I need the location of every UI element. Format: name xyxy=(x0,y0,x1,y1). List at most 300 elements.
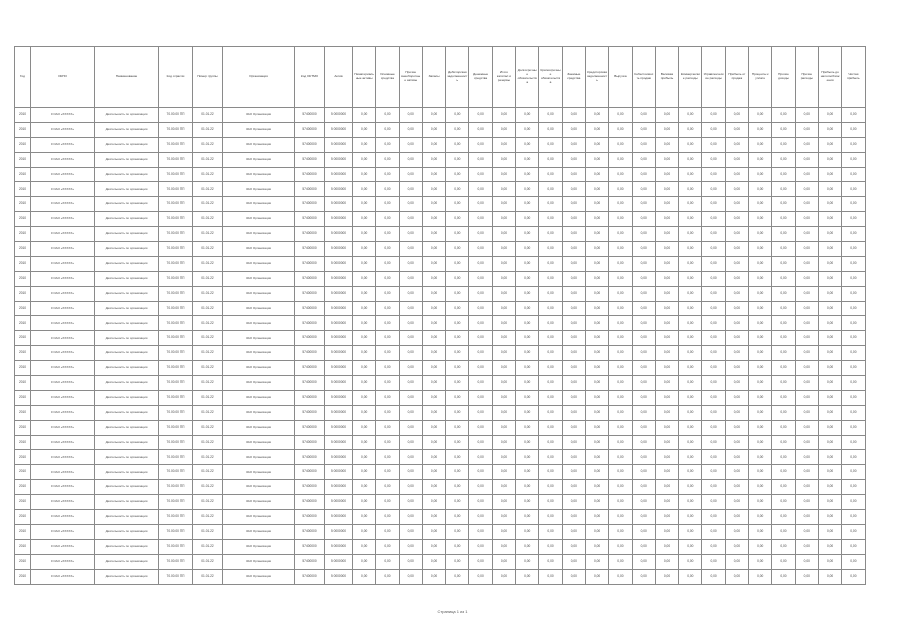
table-cell: 0,00 xyxy=(446,450,469,465)
table-cell: 70.00.00 ПП xyxy=(159,286,193,301)
table-cell: 0,00 xyxy=(772,435,795,450)
table-cell: 0,00 xyxy=(422,510,445,525)
table-cell: 0,00 xyxy=(772,152,795,167)
table-cell: 0,00 xyxy=(446,539,469,554)
table-cell: 0,00 xyxy=(818,182,841,197)
table-cell: 0,00 xyxy=(679,227,702,242)
column-header: Управленческие расходы xyxy=(702,47,725,108)
table-cell: 0,00 xyxy=(679,524,702,539)
table-cell: 01.01.22 xyxy=(193,569,223,584)
table-cell: 0,00 xyxy=(702,271,725,286)
table-cell: 0,00 xyxy=(353,450,376,465)
table-cell: 0,00 xyxy=(655,524,678,539)
table-cell: 0 ОАО «ХХХХХ» xyxy=(31,524,95,539)
table-cell: 0,00 xyxy=(842,122,865,137)
table-cell: 0,00 xyxy=(516,435,539,450)
table-cell: 57400000 xyxy=(295,152,325,167)
table-cell: 0,00 xyxy=(492,450,515,465)
table-cell: 0,00 xyxy=(795,450,818,465)
table-cell: 0,00 xyxy=(772,405,795,420)
table-cell: 0,00 xyxy=(422,167,445,182)
table-cell: 0,00 xyxy=(492,480,515,495)
column-header: Чистая прибыль xyxy=(842,47,865,108)
table-cell: 0,00 xyxy=(376,405,399,420)
table-cell: 0,00 xyxy=(469,331,492,346)
table-cell: Деятельность по организации xyxy=(95,316,159,331)
table-cell: 0,00 xyxy=(609,167,632,182)
table-cell: 70.00.00 ПП xyxy=(159,152,193,167)
table-cell: 0,00 xyxy=(725,256,748,271)
table-cell: 0,00 xyxy=(492,108,515,123)
table-cell: 0,00 xyxy=(702,569,725,584)
table-cell: 0,00 xyxy=(818,524,841,539)
table-cell: 0,00 xyxy=(492,465,515,480)
table-cell: 0,00 xyxy=(585,108,608,123)
table-cell: 0,00 xyxy=(562,450,585,465)
table-cell: 0,00 xyxy=(609,137,632,152)
table-cell: 0,00 xyxy=(818,256,841,271)
table-cell: 0,00 xyxy=(749,554,772,569)
table-cell: 0,00 xyxy=(795,167,818,182)
table-cell: 0,00 xyxy=(609,510,632,525)
table-cell: 0,00 xyxy=(539,524,562,539)
table-cell: 0,00 xyxy=(562,569,585,584)
table-cell: 0,00 xyxy=(399,301,422,316)
table-cell: 0,00 xyxy=(609,122,632,137)
table-row xyxy=(15,271,889,286)
table-cell: 0,00 xyxy=(376,495,399,510)
table-cell: 5 0000000 xyxy=(325,539,353,554)
table-cell: 0,00 xyxy=(772,271,795,286)
table-cell: 0 ОАО «ХХХХХ» xyxy=(31,122,95,137)
table-cell: 0,00 xyxy=(679,390,702,405)
table-row xyxy=(15,569,889,584)
table-cell: 0,00 xyxy=(516,316,539,331)
table-cell: 57400000 xyxy=(295,346,325,361)
table-cell: 0,00 xyxy=(725,495,748,510)
table-cell: 57400000 xyxy=(295,316,325,331)
table-cell: 0,00 xyxy=(842,182,865,197)
table-cell: Деятельность по организации xyxy=(95,420,159,435)
table-cell: 0,00 xyxy=(679,554,702,569)
table-cell: 0,00 xyxy=(376,539,399,554)
table-cell: 0,00 xyxy=(655,197,678,212)
table-cell: 5 0000000 xyxy=(325,286,353,301)
table-cell: 0,00 xyxy=(516,465,539,480)
table-cell: 0,00 xyxy=(632,182,655,197)
table-cell: 0,00 xyxy=(679,167,702,182)
table-cell: 0,00 xyxy=(492,227,515,242)
table-cell: 0,00 xyxy=(842,242,865,257)
table-cell: 0,00 xyxy=(795,271,818,286)
table-cell: 0,00 xyxy=(842,361,865,376)
table-cell: 0,00 xyxy=(399,286,422,301)
table-cell: 0,00 xyxy=(655,227,678,242)
table-cell: 01.01.22 xyxy=(193,286,223,301)
column-header: Себестоимость продаж xyxy=(632,47,655,108)
table-cell: 0,00 xyxy=(772,108,795,123)
table-cell: 0,00 xyxy=(772,227,795,242)
table-cell: 0,00 xyxy=(376,554,399,569)
table-cell: 0,00 xyxy=(818,108,841,123)
table-cell: 0,00 xyxy=(795,212,818,227)
table-cell: 0,00 xyxy=(655,480,678,495)
table-cell: 01.01.22 xyxy=(193,510,223,525)
table-cell: 0,00 xyxy=(562,435,585,450)
table-cell: Деятельность по организации xyxy=(95,227,159,242)
table-cell: 2010 xyxy=(15,465,31,480)
table-cell: 0,00 xyxy=(446,152,469,167)
table-cell: 0,00 xyxy=(749,510,772,525)
table-cell: 0,00 xyxy=(772,212,795,227)
table-cell: 0,00 xyxy=(609,256,632,271)
column-header: Наименование xyxy=(95,47,159,108)
table-cell: 0,00 xyxy=(632,569,655,584)
table-cell: 0,00 xyxy=(679,242,702,257)
table-cell: 0,00 xyxy=(585,510,608,525)
table-cell: 57400000 xyxy=(295,301,325,316)
table-cell: 0,00 xyxy=(655,539,678,554)
table-cell: 0,00 xyxy=(795,152,818,167)
table-cell: 0 ОАО «ХХХХХ» xyxy=(31,316,95,331)
table-cell: 0,00 xyxy=(818,510,841,525)
table-cell: 0,00 xyxy=(446,569,469,584)
table-cell: 5 0000000 xyxy=(325,182,353,197)
table-cell: ЗАО Организация xyxy=(223,390,295,405)
table-cell: 0,00 xyxy=(655,390,678,405)
table-cell: 0,00 xyxy=(772,495,795,510)
table-cell: 0,00 xyxy=(702,361,725,376)
table-cell: 0,00 xyxy=(376,212,399,227)
table-cell: 0,00 xyxy=(539,465,562,480)
table-cell: 0,00 xyxy=(353,152,376,167)
table-cell: 2010 xyxy=(15,182,31,197)
table-cell: 0,00 xyxy=(399,137,422,152)
table-cell: 0,00 xyxy=(562,376,585,391)
table-cell: 0,00 xyxy=(585,465,608,480)
table-cell: 0,00 xyxy=(632,405,655,420)
table-cell: 0,00 xyxy=(376,167,399,182)
table-cell: 0,00 xyxy=(632,301,655,316)
table-cell: 0,00 xyxy=(795,256,818,271)
table-cell: 70.00.00 ПП xyxy=(159,420,193,435)
column-header: Год xyxy=(15,47,31,108)
table-cell: 01.01.22 xyxy=(193,301,223,316)
table-cell: 2010 xyxy=(15,346,31,361)
table-cell: 57400000 xyxy=(295,271,325,286)
table-cell: 0,00 xyxy=(772,450,795,465)
table-cell: 0,00 xyxy=(539,361,562,376)
table-cell: 57400000 xyxy=(295,197,325,212)
table-cell: 0,00 xyxy=(609,227,632,242)
table-cell: 0,00 xyxy=(632,376,655,391)
table-cell: 0,00 xyxy=(725,331,748,346)
table-cell: 0,00 xyxy=(632,271,655,286)
table-cell: 2010 xyxy=(15,554,31,569)
table-cell: 0,00 xyxy=(446,286,469,301)
table-cell: 0,00 xyxy=(516,137,539,152)
table-cell: 0 ОАО «ХХХХХ» xyxy=(31,182,95,197)
table-cell: 0,00 xyxy=(655,331,678,346)
table-cell: 70.00.00 ПП xyxy=(159,271,193,286)
table-cell: 70.00.00 ПП xyxy=(159,554,193,569)
table-cell: 0,00 xyxy=(376,569,399,584)
table-cell: 0,00 xyxy=(422,108,445,123)
table-cell: 0,00 xyxy=(492,212,515,227)
table-cell: 0,00 xyxy=(422,331,445,346)
table-row xyxy=(15,524,889,539)
table-cell: 0,00 xyxy=(725,405,748,420)
table-cell: 0,00 xyxy=(562,316,585,331)
table-cell: 57400000 xyxy=(295,137,325,152)
table-cell: 0,00 xyxy=(422,495,445,510)
table-cell: 0,00 xyxy=(725,137,748,152)
table-cell: 0,00 xyxy=(725,167,748,182)
table-cell: ЗАО Организация xyxy=(223,256,295,271)
table-cell: 0,00 xyxy=(632,286,655,301)
table-cell: 0,00 xyxy=(632,361,655,376)
table-cell: 0,00 xyxy=(679,301,702,316)
table-cell: 0,00 xyxy=(469,167,492,182)
table-cell: 0,00 xyxy=(492,539,515,554)
column-header: Нематериальные активы xyxy=(353,47,376,108)
table-row xyxy=(15,137,889,152)
table-cell: 0,00 xyxy=(609,495,632,510)
table-cell: 0 ОАО «ХХХХХ» xyxy=(31,108,95,123)
table-cell: 0,00 xyxy=(376,480,399,495)
table-cell: 0,00 xyxy=(609,450,632,465)
table-cell: 70.00.00 ПП xyxy=(159,197,193,212)
table-cell: 0,00 xyxy=(446,346,469,361)
table-cell: 0,00 xyxy=(539,256,562,271)
table-cell: 57400000 xyxy=(295,376,325,391)
column-header: Прочие расходы xyxy=(795,47,818,108)
table-cell: 0,00 xyxy=(446,465,469,480)
table-cell: 0,00 xyxy=(562,286,585,301)
table-cell: 0,00 xyxy=(539,137,562,152)
table-cell: 0,00 xyxy=(842,108,865,123)
table-cell: 0,00 xyxy=(539,569,562,584)
table-cell: 0,00 xyxy=(446,301,469,316)
table-cell: 0,00 xyxy=(585,539,608,554)
table-cell: ЗАО Организация xyxy=(223,137,295,152)
table-cell: 0,00 xyxy=(795,510,818,525)
table-cell: 0,00 xyxy=(702,450,725,465)
table-cell: 0 ОАО «ХХХХХ» xyxy=(31,197,95,212)
table-cell: 0,00 xyxy=(842,495,865,510)
table-cell: 0,00 xyxy=(539,108,562,123)
table-cell: 0,00 xyxy=(655,167,678,182)
table-cell: 0,00 xyxy=(749,405,772,420)
table-cell: 70.00.00 ПП xyxy=(159,346,193,361)
table-cell: 0,00 xyxy=(539,242,562,257)
table-cell: 0,00 xyxy=(353,435,376,450)
table-cell: 5 0000000 xyxy=(325,346,353,361)
table-cell: 0,00 xyxy=(562,554,585,569)
table-cell: 0,00 xyxy=(399,450,422,465)
table-cell: 70.00.00 ПП xyxy=(159,405,193,420)
table-cell: 01.01.22 xyxy=(193,122,223,137)
table-cell: 0,00 xyxy=(562,346,585,361)
table-cell: 0 ОАО «ХХХХХ» xyxy=(31,554,95,569)
table-cell: 0,00 xyxy=(469,122,492,137)
table-row xyxy=(15,256,889,271)
table-cell: 0,00 xyxy=(795,420,818,435)
table-cell: 0,00 xyxy=(842,376,865,391)
table-cell: 0,00 xyxy=(632,227,655,242)
table-cell: 0,00 xyxy=(702,182,725,197)
table-cell: 0,00 xyxy=(399,539,422,554)
table-cell: 01.01.22 xyxy=(193,376,223,391)
table-cell: 0,00 xyxy=(842,167,865,182)
table-row xyxy=(15,495,889,510)
table-cell: 0,00 xyxy=(492,167,515,182)
table-cell: 0,00 xyxy=(376,122,399,137)
table-cell: 0,00 xyxy=(446,316,469,331)
table-cell: 0,00 xyxy=(725,539,748,554)
table-cell: 0,00 xyxy=(609,554,632,569)
table-cell: 0,00 xyxy=(609,376,632,391)
table-cell: 0,00 xyxy=(539,271,562,286)
table-cell: 5 0000000 xyxy=(325,242,353,257)
table-cell: 0,00 xyxy=(376,271,399,286)
table-cell: 5 0000000 xyxy=(325,554,353,569)
table-cell: 0 ОАО «ХХХХХ» xyxy=(31,227,95,242)
table-cell: 57400000 xyxy=(295,465,325,480)
table-cell: 0,00 xyxy=(446,435,469,450)
table-cell: 70.00.00 ПП xyxy=(159,108,193,123)
table-cell: 2010 xyxy=(15,569,31,584)
table-cell: 0,00 xyxy=(376,435,399,450)
table-cell: 0,00 xyxy=(446,137,469,152)
table-cell: 0,00 xyxy=(562,420,585,435)
table-cell: 0,00 xyxy=(399,480,422,495)
table-cell: 5 0000000 xyxy=(325,271,353,286)
table-cell: ЗАО Организация xyxy=(223,331,295,346)
table-cell: 0,00 xyxy=(353,510,376,525)
table-cell: 0,00 xyxy=(376,450,399,465)
data-table xyxy=(14,46,889,585)
table-cell: 0,00 xyxy=(422,450,445,465)
table-cell: 0,00 xyxy=(842,435,865,450)
table-cell: 0 ОАО «ХХХХХ» xyxy=(31,405,95,420)
table-cell: 0,00 xyxy=(446,271,469,286)
table-cell: 0,00 xyxy=(679,495,702,510)
table-cell: 01.01.22 xyxy=(193,137,223,152)
table-cell: 0,00 xyxy=(842,465,865,480)
table-cell: 0,00 xyxy=(399,420,422,435)
table-cell: 0,00 xyxy=(772,480,795,495)
table-cell: 2010 xyxy=(15,227,31,242)
table-cell: 0,00 xyxy=(655,301,678,316)
table-cell: 0,00 xyxy=(539,539,562,554)
column-header: Выручка xyxy=(609,47,632,108)
table-cell: 0,00 xyxy=(749,390,772,405)
table-cell: 0,00 xyxy=(469,524,492,539)
table-cell: 0,00 xyxy=(749,152,772,167)
table-cell: 0,00 xyxy=(702,495,725,510)
table-cell: Деятельность по организации xyxy=(95,182,159,197)
table-cell: 57400000 xyxy=(295,405,325,420)
table-cell: 0,00 xyxy=(772,167,795,182)
table-cell: 0,00 xyxy=(562,495,585,510)
table-cell: 0,00 xyxy=(585,361,608,376)
table-cell: 0,00 xyxy=(516,182,539,197)
column-header: Актив xyxy=(325,47,353,108)
table-cell: 0,00 xyxy=(702,108,725,123)
table-cell: 0,00 xyxy=(818,331,841,346)
table-cell: 0,00 xyxy=(446,212,469,227)
table-cell: 0,00 xyxy=(609,539,632,554)
table-cell: 0,00 xyxy=(376,510,399,525)
table-cell: 57400000 xyxy=(295,361,325,376)
table-cell: 0,00 xyxy=(655,122,678,137)
table-cell: 0,00 xyxy=(655,420,678,435)
table-cell: 0,00 xyxy=(399,554,422,569)
table-cell: 01.01.22 xyxy=(193,182,223,197)
table-cell: 0,00 xyxy=(632,435,655,450)
table-cell: 0,00 xyxy=(492,271,515,286)
table-cell: 0,00 xyxy=(422,524,445,539)
table-cell: 0,00 xyxy=(795,405,818,420)
table-cell: 0,00 xyxy=(585,420,608,435)
table-cell: 0 ОАО «ХХХХХ» xyxy=(31,361,95,376)
table-cell: 0,00 xyxy=(469,450,492,465)
table-cell: 01.01.22 xyxy=(193,390,223,405)
table-cell: 0,00 xyxy=(516,480,539,495)
table-cell: 0,00 xyxy=(609,152,632,167)
table-cell: 0 ОАО «ХХХХХ» xyxy=(31,495,95,510)
table-cell: 0,00 xyxy=(749,361,772,376)
table-cell: 5 0000000 xyxy=(325,569,353,584)
table-cell: 0,00 xyxy=(353,465,376,480)
table-cell: 0,00 xyxy=(609,242,632,257)
table-cell: 70.00.00 ПП xyxy=(159,390,193,405)
table-cell: 0,00 xyxy=(842,405,865,420)
table-cell: 0,00 xyxy=(399,390,422,405)
table-cell: 0,00 xyxy=(399,167,422,182)
table-cell: 0,00 xyxy=(749,242,772,257)
table-cell: 0,00 xyxy=(632,420,655,435)
table-cell: 0 ОАО «ХХХХХ» xyxy=(31,480,95,495)
table-cell: 70.00.00 ПП xyxy=(159,137,193,152)
table-cell: 0,00 xyxy=(516,554,539,569)
table-cell: 0,00 xyxy=(353,167,376,182)
table-cell: 0 ОАО «ХХХХХ» xyxy=(31,569,95,584)
table-cell: 0,00 xyxy=(609,301,632,316)
table-cell: 0,00 xyxy=(446,256,469,271)
table-cell: 0,00 xyxy=(399,331,422,346)
table-cell: 0,00 xyxy=(376,376,399,391)
table-cell: 0,00 xyxy=(422,390,445,405)
table-cell: 0,00 xyxy=(609,361,632,376)
table-cell: 0 ОАО «ХХХХХ» xyxy=(31,301,95,316)
table-cell: 0,00 xyxy=(749,286,772,301)
table-cell: 01.01.22 xyxy=(193,420,223,435)
table-cell: 0,00 xyxy=(562,405,585,420)
table-cell: 0,00 xyxy=(772,390,795,405)
table-cell: 0,00 xyxy=(772,361,795,376)
table-body xyxy=(15,108,889,585)
table-cell: 0,00 xyxy=(795,390,818,405)
table-cell: 0,00 xyxy=(702,122,725,137)
table-cell: 0,00 xyxy=(585,212,608,227)
table-row xyxy=(15,539,889,554)
table-cell: 0,00 xyxy=(469,301,492,316)
table-cell: 0,00 xyxy=(422,435,445,450)
table-cell: 0,00 xyxy=(353,227,376,242)
table-cell: 0,00 xyxy=(818,152,841,167)
